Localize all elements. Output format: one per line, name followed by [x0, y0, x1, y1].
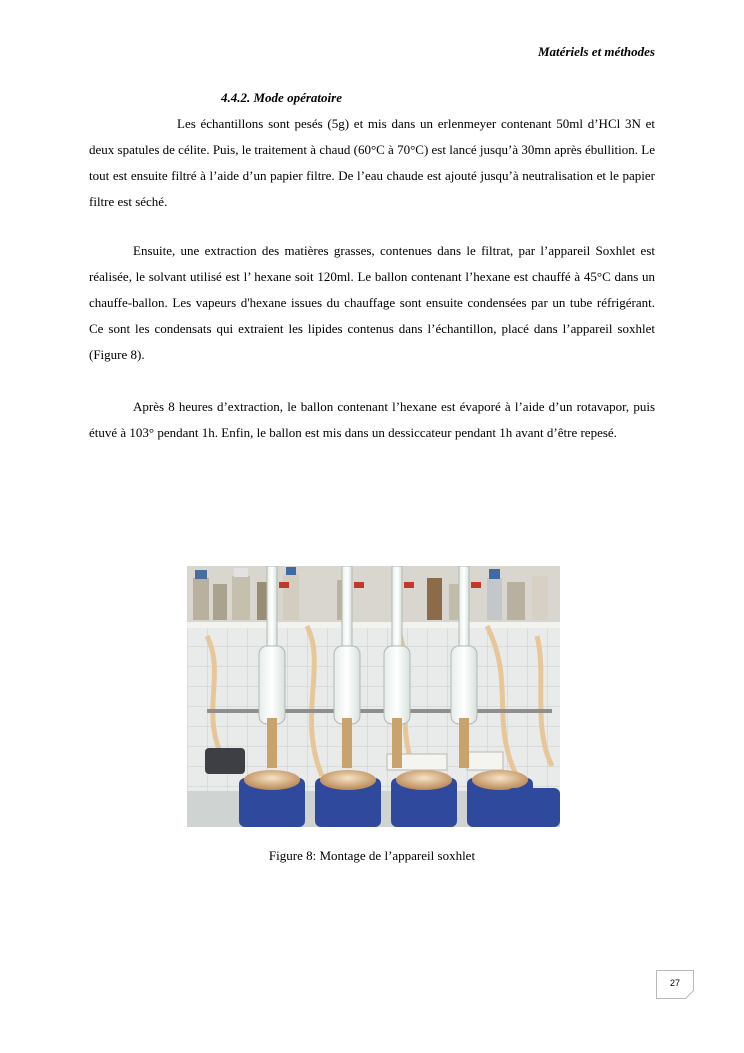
paragraph-soxhlet-extraction: Ensuite, une extraction des matières grasses, contenues dans le filtrat, par l’appareil Soxhlet est réalisée, le solvant utilisé est l’ hexane soit 120ml. Le ballon contenant l’hexane est chauffé à 45°C dans un chauffe-ballon. Les vapeurs d'hexane issues du chauffage sont ensuite condensées par un tube réfrigérant. Ce sont les condensats qui extraient les lipides contenus dans l’échantillon, placé dans l’appareil soxhlet (Figure 8).	[89, 243, 655, 362]
page-number-label: 27	[669, 978, 680, 988]
section-title: 4.4.2. Mode opératoire	[221, 90, 342, 105]
running-header: Matériels et méthodes	[538, 44, 655, 59]
paragraph-sample-preparation: Les échantillons sont pesés (5g) et mis dans un erlenmeyer contenant 50ml d’HCl 3N et deux spatules de célite. Puis, le traitement à chaud (60°C à 70°C) est lancé jusqu’à 30mn après ébullition. Le tout est ensuite filtré à l’aide d’un papier filtre. De l’eau chaude est ajouté jusqu’à neutralisation et le papier filtre est séché.	[89, 116, 655, 209]
page-number	[656, 970, 694, 999]
soxhlet-apparatus-photo	[187, 566, 560, 827]
figure-caption: Figure 8: Montage de l’appareil soxhlet	[268, 848, 476, 863]
paragraph-evaporation: Après 8 heures d’extraction, le ballon contenant l’hexane est évaporé à l’aide d’un rotavapor, puis étuvé à 103° pendant 1h. Enfin, le ballon est mis dans un dessiccateur pendant 1h avant d’être repesé.	[89, 399, 655, 440]
page-curl-icon	[685, 990, 694, 999]
